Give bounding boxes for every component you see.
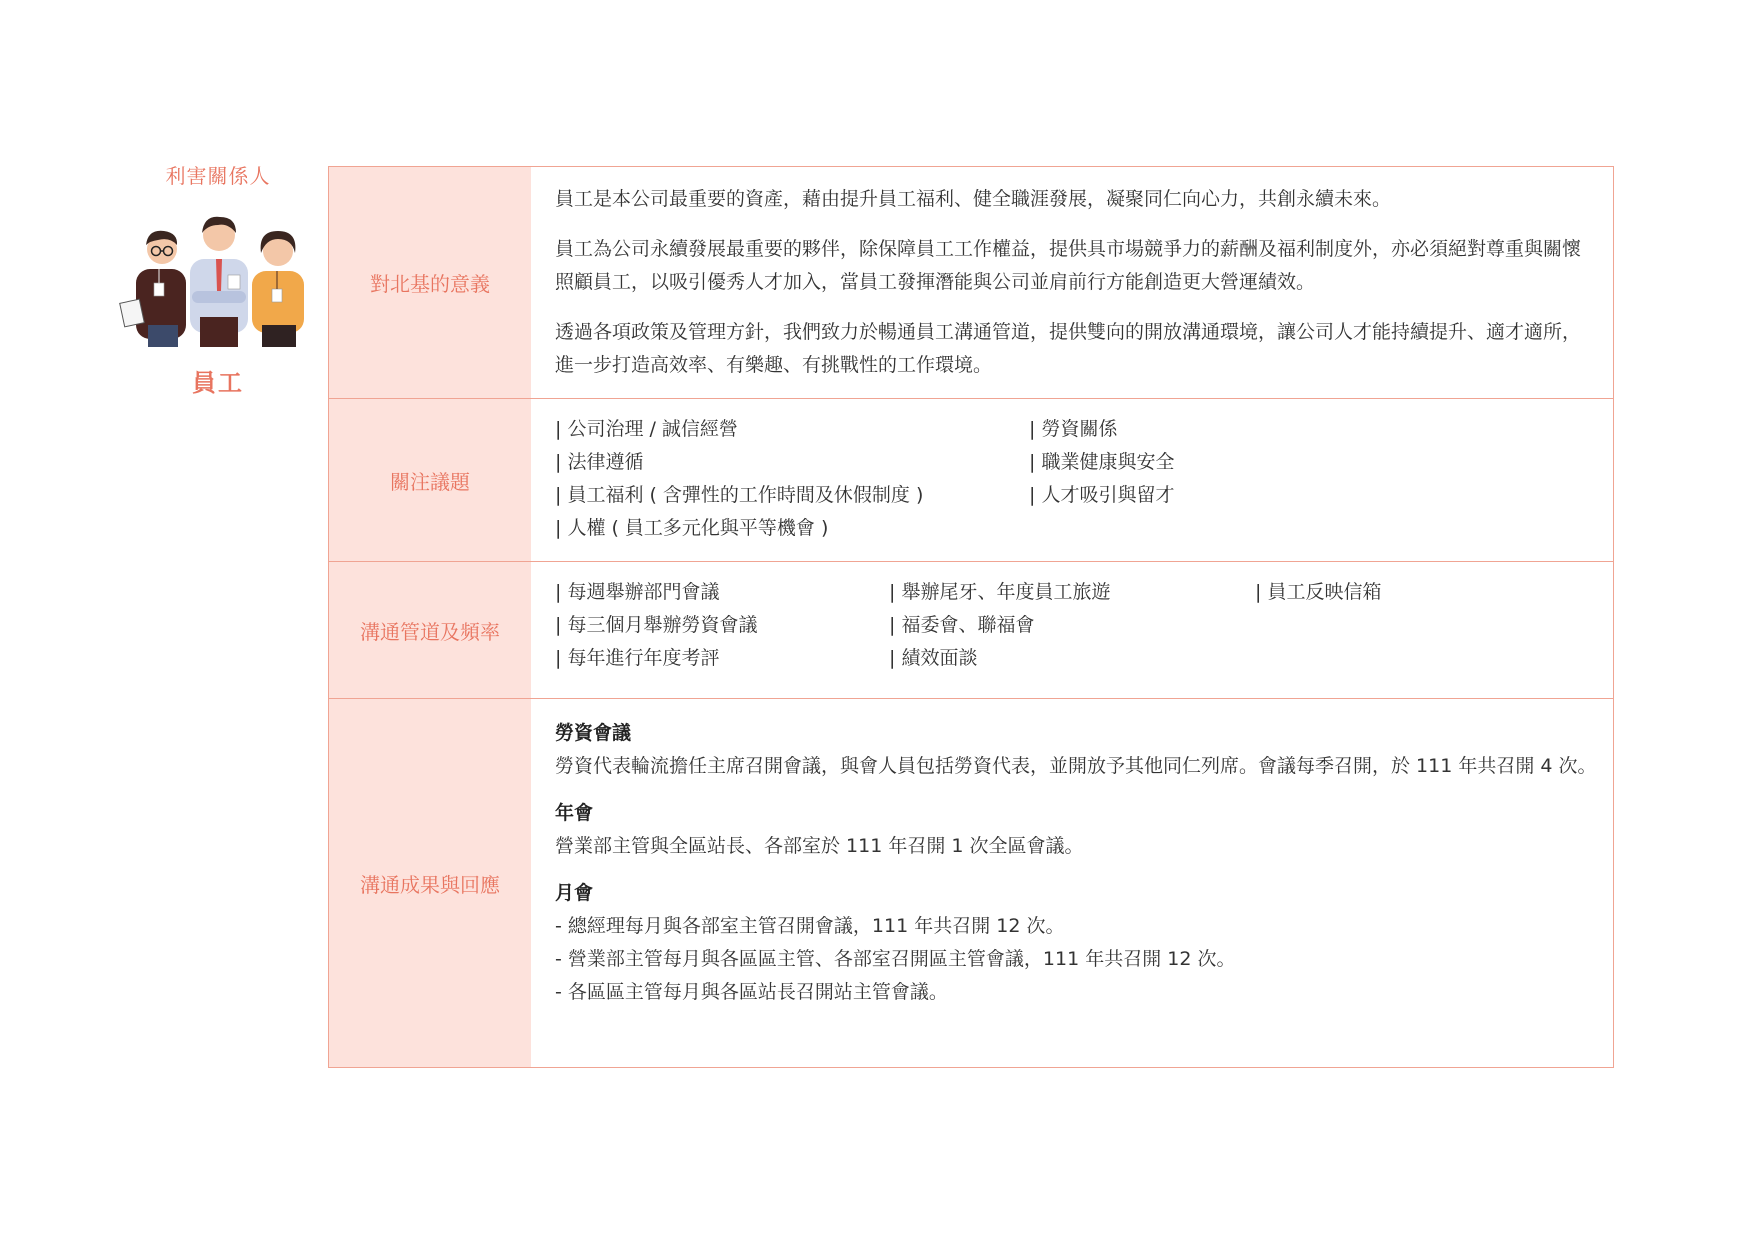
issue-item: | 勞資關係	[1029, 418, 1118, 440]
issue-item: | 員工福利 ( 含彈性的工作時間及休假制度 )	[555, 484, 924, 506]
channel-item: | 福委會、聯福會	[889, 614, 1035, 636]
row-head-meaning: 對北基的意義	[329, 167, 531, 398]
channel-item: | 績效面談	[889, 647, 978, 669]
stakeholder-panel	[118, 160, 318, 398]
monthly-meeting-title: 月會	[555, 882, 594, 904]
row-channels	[329, 561, 1613, 698]
labor-meeting-text: 勞資代表輪流擔任主席召開會議，與會人員包括勞資代表，並開放予其他同仁列席。會議每季召開，於 111 年共召開 4 次。	[555, 755, 1597, 777]
results-content	[531, 699, 1613, 1067]
issue-item: | 人才吸引與留才	[1029, 484, 1175, 506]
labor-meeting-title: 勞資會議	[555, 722, 632, 744]
channel-item: | 舉辦尾牙、年度員工旅遊	[889, 581, 1111, 603]
issue-item: | 法律遵循	[555, 451, 644, 473]
monthly-meeting-item: - 總經理每月與各部室主管召開會議，111 年共召開 12 次。	[555, 915, 1065, 937]
monthly-meeting-item: - 各區區主管每月與各區站長召開站主管會議。	[555, 981, 948, 1003]
annual-meeting-text: 營業部主管與全區站長、各部室於 111 年召開 1 次全區會議。	[555, 835, 1084, 857]
row-head-channels: 溝通管道及頻率	[329, 562, 531, 698]
stakeholder-label: 利害關係人	[165, 164, 271, 188]
employee-figure-left-icon	[120, 231, 186, 347]
issue-item: | 職業健康與安全	[1029, 451, 1175, 473]
meaning-paragraph: 透過各項政策及管理方針，我們致力於暢通員工溝通管道，提供雙向的開放溝通環境，讓公司人才能持續提升、適才適所，進一步打造高效率、有樂趣、有挑戰性的工作環境。	[555, 321, 1582, 376]
row-meaning	[329, 167, 1613, 398]
employee-figure-right-icon	[252, 231, 304, 347]
stakeholder-table	[328, 166, 1614, 1068]
row-head-issues: 關注議題	[329, 399, 531, 561]
channel-item: | 員工反映信箱	[1255, 581, 1382, 603]
channel-item: | 每年進行年度考評	[555, 647, 720, 669]
meaning-paragraph: 員工是本公司最重要的資產，藉由提升員工福利、健全職涯發展，凝聚同仁向心力，共創永續未來。	[555, 188, 1392, 210]
channels-content	[531, 562, 1613, 698]
row-head-results: 溝通成果與回應	[329, 699, 531, 1067]
meaning-paragraph: 員工為公司永續發展最重要的夥伴，除保障員工工作權益，提供具市場競爭力的薪酬及福利制度外，亦必須絕對尊重與關懷照顧員工，以吸引優秀人才加入，當員工發揮潛能與公司並肩前行方能創造更大營運績效。	[555, 238, 1582, 293]
employees-illustration-icon	[118, 207, 318, 347]
row-results	[329, 698, 1613, 1067]
issue-item: | 公司治理 / 誠信經營	[555, 418, 738, 440]
row-issues	[329, 398, 1613, 561]
annual-meeting-title: 年會	[555, 802, 594, 824]
monthly-meeting-item: - 營業部主管每月與各區區主管、各部室召開區主管會議，111 年共召開 12 次。	[555, 948, 1236, 970]
channel-item: | 每三個月舉辦勞資會議	[555, 614, 758, 636]
issues-content	[531, 399, 1613, 561]
channel-item: | 每週舉辦部門會議	[555, 581, 720, 603]
issue-item: | 人權 ( 員工多元化與平等機會 )	[555, 517, 829, 539]
employee-figure-center-icon	[190, 217, 248, 347]
meaning-content	[531, 167, 1613, 398]
stakeholder-name: 員工	[192, 369, 244, 397]
